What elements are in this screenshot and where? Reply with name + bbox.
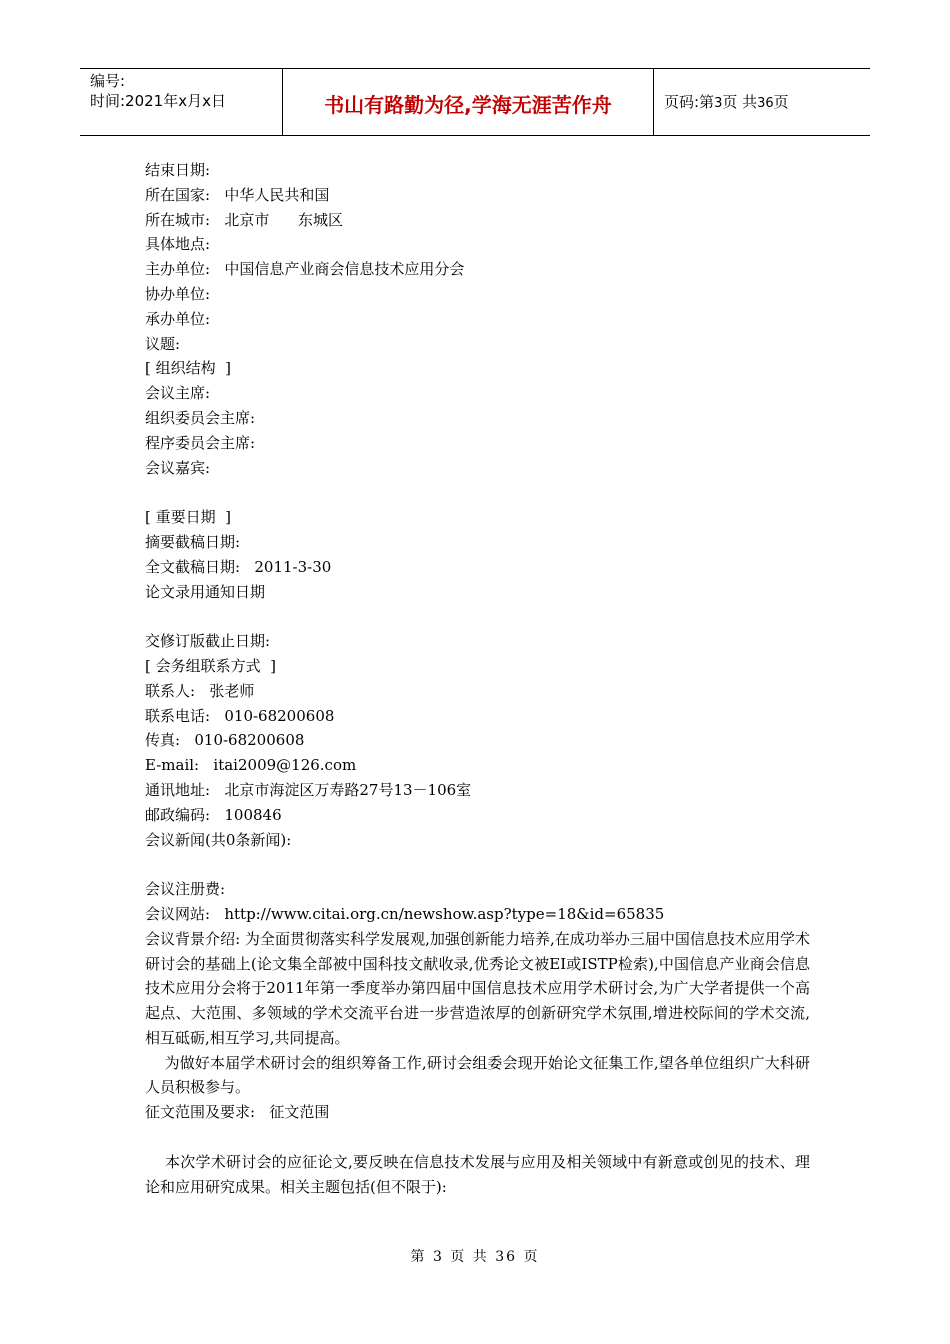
- page-total: 36: [757, 96, 774, 111]
- page-label-mid: 页 共: [722, 93, 758, 111]
- blank-line: [145, 604, 810, 629]
- background-paragraph: 会议背景介绍: 为全面贯彻落实科学发展观,加强创新能力培养,在成功举办三届中国信息技术应用学术研讨会的基础上(论文集全部被中国科技文献收录,优秀论文被EI或ISTP检索),中国信息产业商会信息技术应用分会将于2011年第一季度举办第四届中国信息技术应用学术研讨会,为广大学者提供一个高起点、大范围、多领域的学术交流平台进一步营造浓厚的创新研究学术氛围,增进校际间的学术交流,相互砥砺,相互学习,共同提高。: [145, 929, 810, 1047]
- info-line: 所在国家: 中华人民共和国: [145, 185, 330, 204]
- info-line: 承办单位:: [145, 309, 211, 328]
- info-line: 邮政编码: 100846: [145, 805, 282, 824]
- blank-line: [145, 852, 810, 877]
- blank-line: [145, 1125, 810, 1150]
- document-body: [145, 158, 810, 1199]
- info-line: [ 组织结构 ]: [145, 359, 232, 378]
- info-line: 所在城市: 北京市 东城区: [145, 210, 343, 229]
- info-line: 议题:: [145, 334, 181, 353]
- info-line: 交修订版截止日期:: [145, 632, 271, 651]
- info-line: 传真: 010-68200608: [145, 731, 305, 750]
- header-motto: 书山有路勤为径,学海无涯苦作舟: [324, 93, 612, 117]
- info-line: E-mail: itai2009@126.com: [145, 756, 357, 775]
- topic-paragraph: 本次学术研讨会的应征论文,要反映在信息技术发展与应用及相关领域中有新意或创见的技术、理论和应用研究成果。相关主题包括(但不限于):: [145, 1152, 810, 1196]
- info-line: 会议主席:: [145, 384, 211, 403]
- info-line: 会议嘉宾:: [145, 458, 211, 477]
- preparation-paragraph: 为做好本届学术研讨会的组织筹备工作,研讨会组委会现开始论文征集工作,望各单位组织广大科研人员积极参与。: [145, 1053, 810, 1097]
- info-line: 会议新闻(共0条新闻):: [145, 830, 292, 849]
- info-line: 全文截稿日期: 2011-3-30: [145, 557, 332, 576]
- scope-line: 征文范围及要求: 征文范围: [145, 1103, 330, 1122]
- header-page-number: [654, 69, 870, 135]
- info-line: 具体地点:: [145, 235, 211, 254]
- info-lines: [145, 158, 810, 927]
- info-line: 结束日期:: [145, 161, 211, 179]
- info-line: 组织委员会主席:: [145, 408, 256, 427]
- page-label-suffix: 页: [773, 93, 789, 111]
- info-line: 联系电话: 010-68200608: [145, 706, 335, 725]
- header-meta: [80, 69, 282, 135]
- info-line: 联系人: 张老师: [145, 681, 255, 700]
- info-line: 程序委员会主席:: [145, 433, 256, 452]
- info-line: 会议网站: http://www.citai.org.cn/newshow.asp?type=18&id=65835: [145, 904, 665, 923]
- blank-line: [145, 480, 810, 505]
- info-line: 论文录用通知日期: [145, 582, 266, 601]
- document-time-label: 时间:2021年x月x日: [90, 92, 226, 110]
- page-label-prefix: 页码:第: [664, 93, 715, 111]
- info-line: 协办单位:: [145, 284, 211, 303]
- header-motto-cell: [282, 69, 654, 135]
- page-header: [80, 68, 870, 136]
- info-line: 摘要截稿日期:: [145, 532, 241, 551]
- page-current: 3: [714, 96, 723, 111]
- info-line: [ 重要日期 ]: [145, 508, 232, 527]
- info-line: 通讯地址: 北京市海淀区万寿路27号13－106室: [145, 780, 472, 799]
- info-line: [ 会务组联系方式 ]: [145, 656, 277, 675]
- info-line: 会议注册费:: [145, 880, 226, 899]
- info-line: 主办单位: 中国信息产业商会信息技术应用分会: [145, 260, 465, 279]
- page-footer: 第 3 页 共 36 页: [410, 1249, 540, 1265]
- document-number-label: 编号:: [90, 72, 126, 90]
